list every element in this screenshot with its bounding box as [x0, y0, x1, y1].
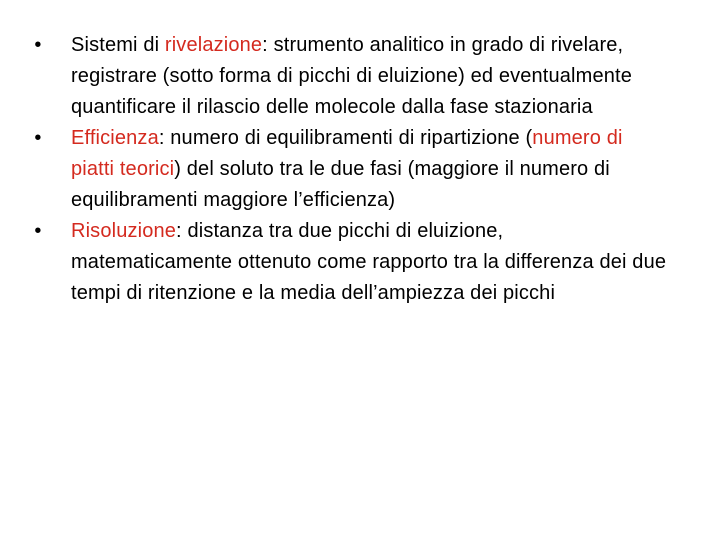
bullet-list	[30, 30, 670, 309]
highlighted-term: Efficienza	[71, 127, 159, 149]
bullet-dot-icon: •	[34, 127, 42, 149]
bullet-text: : distanza tra due picchi di eluizione, matematicamente ottenuto come rapporto tra la differenza dei due tempi di ritenzione e la media dell’ampiezza dei picchi	[71, 220, 667, 304]
bullet-text: : strumento analitico in grado di rivelare, registrare (sotto forma di picchi di eluizione) ed eventualmente quantificare il rilascio delle molecole dalla fase stazionaria	[71, 34, 632, 118]
bullet-item-risoluzione	[30, 216, 670, 309]
bullet-dot-icon: •	[34, 220, 42, 242]
bullet-text: ) del soluto tra le due fasi (maggiore il numero di equilibramenti maggiore l’efficienza)	[71, 158, 610, 211]
highlighted-term: rivelazione	[164, 34, 263, 56]
bullet-text: : numero di equilibramenti di ripartizione (	[158, 127, 533, 149]
bullet-item-efficienza	[30, 123, 670, 216]
bullet-dot-icon: •	[34, 34, 42, 56]
highlighted-term: numero di piatti teorici	[71, 127, 623, 180]
bullet-item-rivelazione	[30, 30, 670, 123]
bullet-text-prefix: Sistemi di	[71, 34, 165, 56]
highlighted-term: Risoluzione	[71, 220, 177, 242]
